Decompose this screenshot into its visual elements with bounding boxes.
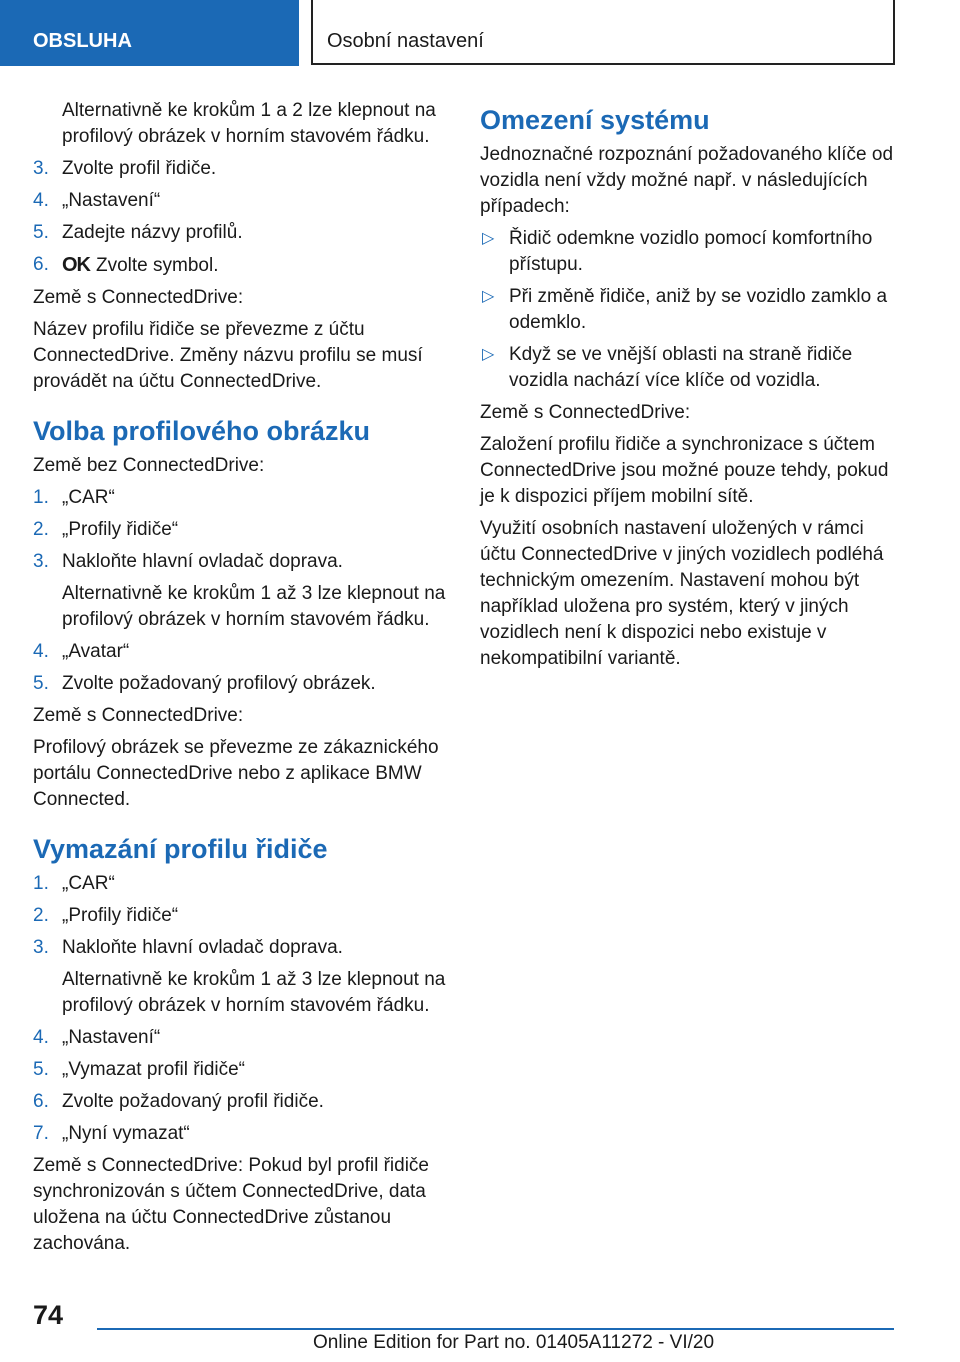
step-continuation: Alternativně ke krokům 1 až 3 lze klepnout na profilový obrázek v horním stavovém řádku. [62, 969, 446, 1016]
left-column [33, 98, 449, 1263]
step-number: 4. [33, 641, 49, 662]
list-item [33, 1121, 449, 1147]
step-text: Nakloňte hlavní ovladač doprava. [62, 551, 343, 572]
step-number: 3. [33, 937, 49, 958]
step-number: 5. [33, 673, 49, 694]
step-text: „Avatar“ [62, 641, 130, 662]
footer-divider [97, 1328, 894, 1330]
step-text: „Profily řidiče“ [62, 519, 179, 540]
paragraph: Jednoznačné rozpoznání požadovaného klíče od vozidla není vždy možné např. v následujících případech: [480, 144, 894, 217]
page-header [0, 0, 960, 66]
bullet-item [480, 284, 896, 336]
step-number: 3. [33, 551, 49, 572]
step-number: 1. [33, 487, 49, 508]
edition-text: Online Edition for Part no. 01405A11272 - VI/20 [313, 1332, 715, 1353]
list-item [33, 871, 449, 897]
list-item [33, 1089, 449, 1115]
step-text: Zvolte požadovaný profilový obrázek. [62, 673, 376, 694]
note-label: Země s ConnectedDrive: [33, 287, 244, 308]
step-text: Zadejte názvy profilů. [62, 222, 243, 243]
note-label: Země s ConnectedDrive: [33, 705, 244, 726]
step-number: 3. [33, 158, 49, 179]
bullet-item [480, 226, 896, 278]
step-number: 1. [33, 873, 49, 894]
list-item [33, 220, 449, 246]
list-item [33, 935, 449, 961]
list-item [33, 671, 449, 697]
triangle-bullet-icon: ▷ [482, 346, 495, 363]
step-number: 2. [33, 905, 49, 926]
bullet-text: Když se ve vnější oblasti na straně řidiče vozidla nachází více klíče od vozidla. [509, 344, 853, 391]
list-item [33, 156, 449, 182]
page-number: 74 [33, 1300, 64, 1330]
triangle-bullet-icon: ▷ [482, 288, 495, 305]
paragraph: Název profilu řidiče se převezme z účtu ConnectedDrive. Změny názvu profilu se musí provádět na účtu ConnectedDrive. [33, 319, 423, 392]
list-item [33, 1057, 449, 1083]
step-number: 6. [33, 254, 49, 275]
step-number: 4. [33, 190, 49, 211]
section-tab: OBSLUHA [0, 0, 299, 66]
list-item [33, 252, 449, 279]
triangle-bullet-icon: ▷ [482, 230, 495, 247]
step-number: 4. [33, 1027, 49, 1048]
step-number: 5. [33, 222, 49, 243]
step-text: „Nastavení“ [62, 1027, 161, 1048]
step-continuation: Alternativně ke krokům 1 až 3 lze klepnout na profilový obrázek v horním stavovém řádku. [62, 583, 446, 630]
step-text: „Nyní vymazat“ [62, 1123, 190, 1144]
list-item [33, 549, 449, 575]
step-number: 5. [33, 1059, 49, 1080]
list-item [33, 903, 449, 929]
list-item [33, 188, 449, 214]
step-number: 6. [33, 1091, 49, 1112]
ok-symbol-icon: OK [62, 254, 90, 276]
step-text: „CAR“ [62, 487, 115, 508]
step-text: „Nastavení“ [62, 190, 161, 211]
step-text: Zvolte profil řidiče. [62, 158, 217, 179]
chapter-title: Osobní nastavení [311, 0, 895, 65]
bullet-item [480, 342, 896, 394]
section-heading: Vymazání profilu řidiče [33, 834, 328, 864]
step-text: „CAR“ [62, 873, 115, 894]
paragraph: Profilový obrázek se převezme ze zákaznického portálu ConnectedDrive nebo z aplikace BMW Connected. [33, 737, 439, 810]
step-number: 2. [33, 519, 49, 540]
step-continuation: Alternativně ke krokům 1 a 2 lze klepnout na profilový obrázek v horním stavovém řádku. [62, 100, 436, 147]
list-item [33, 485, 449, 511]
step-text: Zvolte požadovaný profil řidiče. [62, 1091, 324, 1112]
step-text: Nakloňte hlavní ovladač doprava. [62, 937, 343, 958]
right-column [480, 98, 896, 678]
section-heading: Omezení systému [480, 105, 710, 135]
paragraph: Využití osobních nastavení uložených v rámci účtu ConnectedDrive v jiných vozidlech podléhá technickým omezením. Nastavení mohou být například uložena pro systém, který v jiných vozidlech není k dispozici nebo existuje v nekompatibilní variantě. [480, 518, 884, 669]
note-label: Země s ConnectedDrive: [480, 402, 691, 423]
list-item [33, 639, 449, 665]
section-heading: Volba profilového obrázku [33, 416, 371, 446]
list-item [33, 1025, 449, 1051]
step-number: 7. [33, 1123, 49, 1144]
step-text: „Vymazat profil řidiče“ [62, 1059, 246, 1080]
step-text: Zvolte symbol. [96, 255, 219, 276]
bullet-text: Řidič odemkne vozidlo pomocí komfortního přístupu. [509, 228, 873, 275]
paragraph: Země s ConnectedDrive: Pokud byl profil řidiče synchronizován s účtem ConnectedDrive, data uložena na účtu ConnectedDrive zůstanou zachována. [33, 1155, 430, 1254]
bullet-text: Při změně řidiče, aniž by se vozidlo zamklo a odemklo. [509, 286, 888, 333]
list-item [33, 517, 449, 543]
step-text: „Profily řidiče“ [62, 905, 179, 926]
note-label: Země bez ConnectedDrive: [33, 455, 265, 476]
paragraph: Založení profilu řidiče a synchronizace s účtem ConnectedDrive jsou možné pouze tehdy, pokud je k dispozici příjem mobilní sítě. [480, 434, 889, 507]
